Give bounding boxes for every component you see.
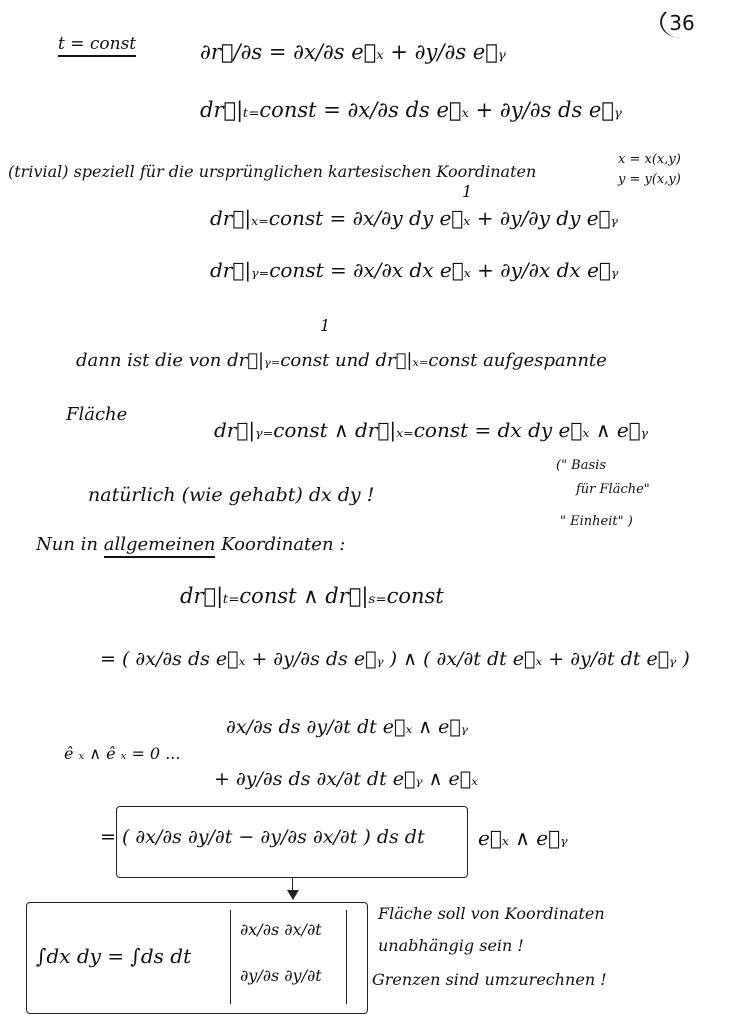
note-for-area: für Fläche": [576, 482, 650, 497]
side-x-of-xy: x = x(x,y): [618, 152, 681, 167]
text-general-coordinates: [36, 534, 345, 555]
side-y-of-xy: y = y(x,y): [618, 172, 681, 187]
text-now-in: Nun in: [36, 534, 104, 555]
determinant-row-1: ∂x/∂s ∂x/∂t: [240, 920, 322, 939]
equation-jacobian-result: = ( ∂x/∂s ∂y/∂t − ∂y/∂s ∂x/∂t ) ds dt: [100, 826, 425, 848]
equation-expanded-product: = ( ∂x/∂s ds e⃗ₓ + ∂y/∂s ds e⃗ᵧ ) ∧ ( ∂x/∂t dt e⃗ₓ + ∂y/∂t dt e⃗ᵧ ): [100, 648, 690, 670]
page-number: 36: [660, 6, 702, 38]
note-basis: (" Basis: [556, 458, 606, 473]
equation-wedge-ts: dr⃗|ₜ₌const ∧ dr⃗|ₛ₌const: [180, 584, 444, 608]
equation-integral-transform: ∫dx dy = ∫ds dt: [36, 944, 192, 968]
note-limits-convert: Grenzen sind umzurechnen !: [372, 970, 607, 989]
equation-dr-t-const: dr⃗|ₜ₌const = ∂x/∂s ds e⃗ₓ + ∂y/∂s ds e⃗ᵧ: [200, 98, 622, 122]
text-spanned-by: dann ist die von dr⃗|ᵧ₌const und dr⃗|ₓ₌const aufgespannte: [76, 350, 607, 371]
equation-dr-ds: ∂r⃗/∂s = ∂x/∂s e⃗ₓ + ∂y/∂s e⃗ᵧ: [200, 40, 506, 64]
one-marker-top: 1: [462, 182, 473, 201]
one-marker-bottom: 1: [320, 316, 331, 335]
text-flaeche: Fläche: [66, 404, 128, 425]
equation-term-1: ∂x/∂s ds ∂y/∂t dt e⃗ₓ ∧ e⃗ᵧ: [226, 716, 468, 738]
equation-dr-x-const: dr⃗|ₓ₌const = ∂x/∂y dy e⃗ₓ + ∂y/∂y dy e⃗ᵧ: [210, 206, 619, 230]
equation-basis-tail: e⃗ₓ ∧ e⃗ᵧ: [478, 826, 568, 850]
text-naturally-dxdy: natürlich (wie gehabt) dx dy !: [88, 484, 375, 506]
arrow-down-icon: [287, 890, 299, 900]
determinant-row-2: ∂y/∂s ∂y/∂t: [240, 966, 322, 985]
equation-dr-y-const: dr⃗|ᵧ₌const = ∂x/∂x dx e⃗ₓ + ∂y/∂x dx e⃗ᵧ: [210, 258, 619, 282]
equation-term-2: + ∂y/∂s ds ∂x/∂t dt e⃗ᵧ ∧ e⃗ₓ: [214, 768, 478, 790]
text-coordinates: Koordinaten :: [215, 534, 346, 555]
note-area-independent-1: Fläche soll von Koordinaten: [378, 904, 605, 923]
text-general-underlined: allgemeinen: [104, 534, 216, 558]
condition-t-const: t = const: [58, 34, 136, 57]
determinant-bar-right: [346, 910, 347, 1004]
text-special-cartesian: (trivial) speziell für die ursprünglichen kartesischen Koordinaten: [8, 162, 537, 181]
note-unit: " Einheit" ): [560, 514, 633, 529]
note-ex-wedge-ex-zero: ê ₓ ∧ ê ₓ = 0 ...: [64, 744, 181, 763]
note-area-independent-2: unabhängig sein !: [378, 936, 524, 955]
equation-wedge-cartesian: dr⃗|ᵧ₌const ∧ dr⃗|ₓ₌const = dx dy e⃗ₓ ∧ e⃗ᵧ: [214, 418, 649, 442]
determinant-bar-left: [230, 910, 231, 1004]
